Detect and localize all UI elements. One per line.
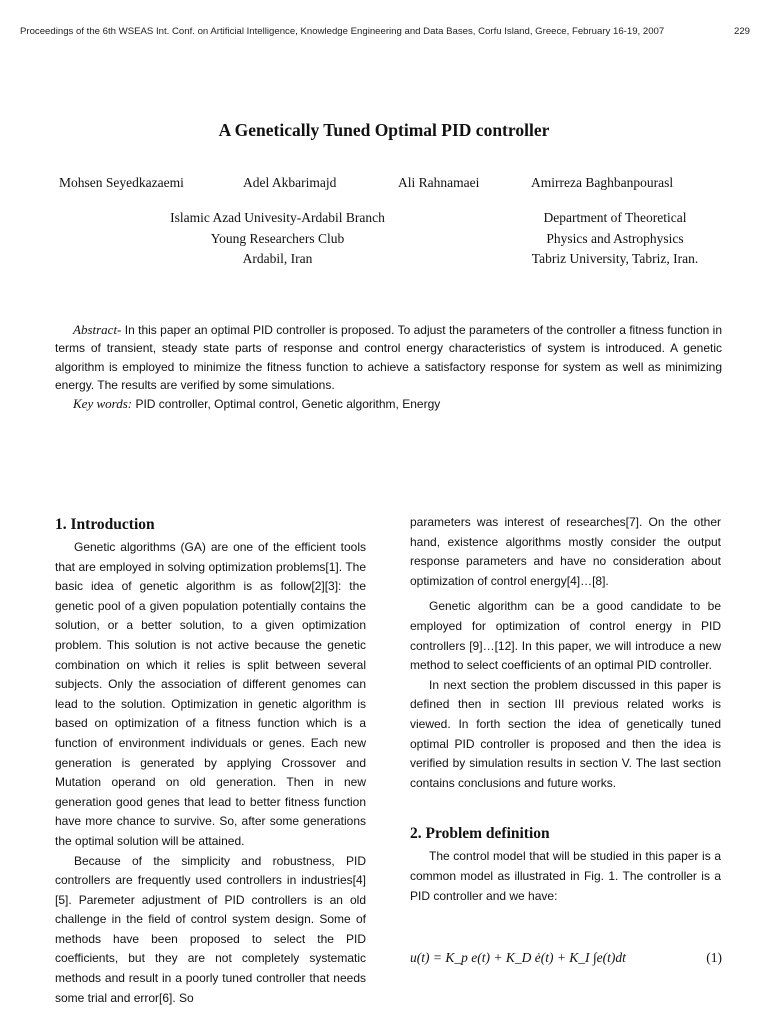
affiliation-left-line: Young Researchers Club: [210, 230, 345, 246]
abstract-text: In this paper an optimal PID controller is proposed. To adjust the parameters of the controller a fitness function in terms of transient, steady state parts of response and control energy characteristics of system is introduced. A genetic algorithm is employed to minimize the fitness function to achieve a satisfactory response for system as well as minimizing energy. The results are verified by some simulations.: [55, 323, 722, 393]
affiliation-right: [505, 208, 725, 270]
affiliation-right-line: Tabriz University, Tabriz, Iran.: [531, 251, 699, 266]
equation-1: [410, 950, 722, 974]
author-3: Ali Rahnamaei: [398, 175, 480, 190]
body-paragraph: Genetic algorithm can be a good candidate to be employed for optimization of control energy in PID controllers [9]…[12]. In this paper, we will introduce a new method to select coefficients of an optimal PID controller.: [410, 599, 721, 673]
body-paragraph: Because of the simplicity and robustness, PID controllers are frequently used controllers in industries[4][5]. Paremeter adjustment of PID controllers is an old challenge in the field of control system design. Some of methods have been proposed to select the PID coefficients, but they are not completely systematic methods and result in a poorly tuned controller that needs some trial and error[6]. So: [55, 853, 366, 1005]
affiliation-right-line: Department of Theoretical: [543, 210, 687, 225]
introduction-heading: 1. Introduction: [55, 516, 155, 533]
body-paragraph: Genetic algorithms (GA) are one of the efficient tools that are employed in solving optimization problems[1]. The basic idea of genetic algorithm is as follow[2][3]: the genetic pool of a given population potentially contains the solution, or a better solution, to a given optimization problem. This solution is not active because the genetic combination on which it relies is split between several subjects. Only the association of different genomes can lead to the solution. Optimization in genetic algorithm is based on optimization of a fitness function which is a function of environment individuals or genes. Each new generation is generated by applying Crossover and Mutation operand on old generation. Then in new generation good genes that lead to better fitness function have more chance to survive. So, after some generations the optimal solution will be attained.: [55, 540, 366, 848]
affiliation-left-line: Ardabil, Iran: [242, 251, 313, 266]
affiliation-left-line: Islamic Azad Univesity-Ardabil Branch: [170, 210, 385, 225]
body-paragraph: The control model that will be studied in this paper is a common model as illustrated in Fig. 1. The controller is a PID controller and we have:: [410, 849, 721, 903]
abstract: [55, 321, 722, 413]
body-paragraph: parameters was interest of researches[7]. On the other hand, existence algorithms mostly consider the output response parameters and have no consideration about optimization of control energy[4]…[8].: [410, 515, 721, 588]
left-column: [55, 514, 366, 1008]
equation-formula: u(t) = K_p e(t) + K_D ė(t) + K_I ∫e(t)dt: [410, 950, 626, 965]
page-header: [20, 26, 750, 37]
author-1: Mohsen Seyedkazaemi: [59, 175, 184, 190]
keywords-text: PID controller, Optimal control, Genetic algorithm, Energy: [132, 396, 441, 411]
paper-title: A Genetically Tuned Optimal PID controller: [218, 120, 550, 140]
affiliation-left: [140, 208, 415, 270]
keywords-paragraph: [55, 395, 722, 413]
problem-definition-heading: 2. Problem definition: [410, 825, 550, 843]
keywords-label: Key words:: [73, 395, 133, 411]
author-2: Adel Akbarimajd: [243, 175, 337, 190]
page-number: 229: [733, 26, 750, 37]
proceedings-line: Proceedings of the 6th WSEAS Int. Conf. on Artificial Intelligence, Knowledge Engineering and Data Bases, Corfu Island, Greece, February 16-19, 2007: [20, 26, 665, 37]
abstract-label: Abstract-: [73, 322, 122, 337]
right-column: [410, 513, 721, 906]
body-paragraph: In next section the problem discussed in this paper is defined then in section III previous related works is viewed. In forth section the idea of genetically tuned optimal PID controller is proposed and then the idea is verified by simulation results in section V. The last section contains conclusions and future works.: [410, 677, 721, 790]
abstract-paragraph: [55, 321, 722, 395]
equation-number: (1): [706, 950, 722, 965]
author-4: Amirreza Baghbanpourasl: [531, 175, 674, 190]
affiliation-right-line: Physics and Astrophysics: [546, 230, 684, 246]
